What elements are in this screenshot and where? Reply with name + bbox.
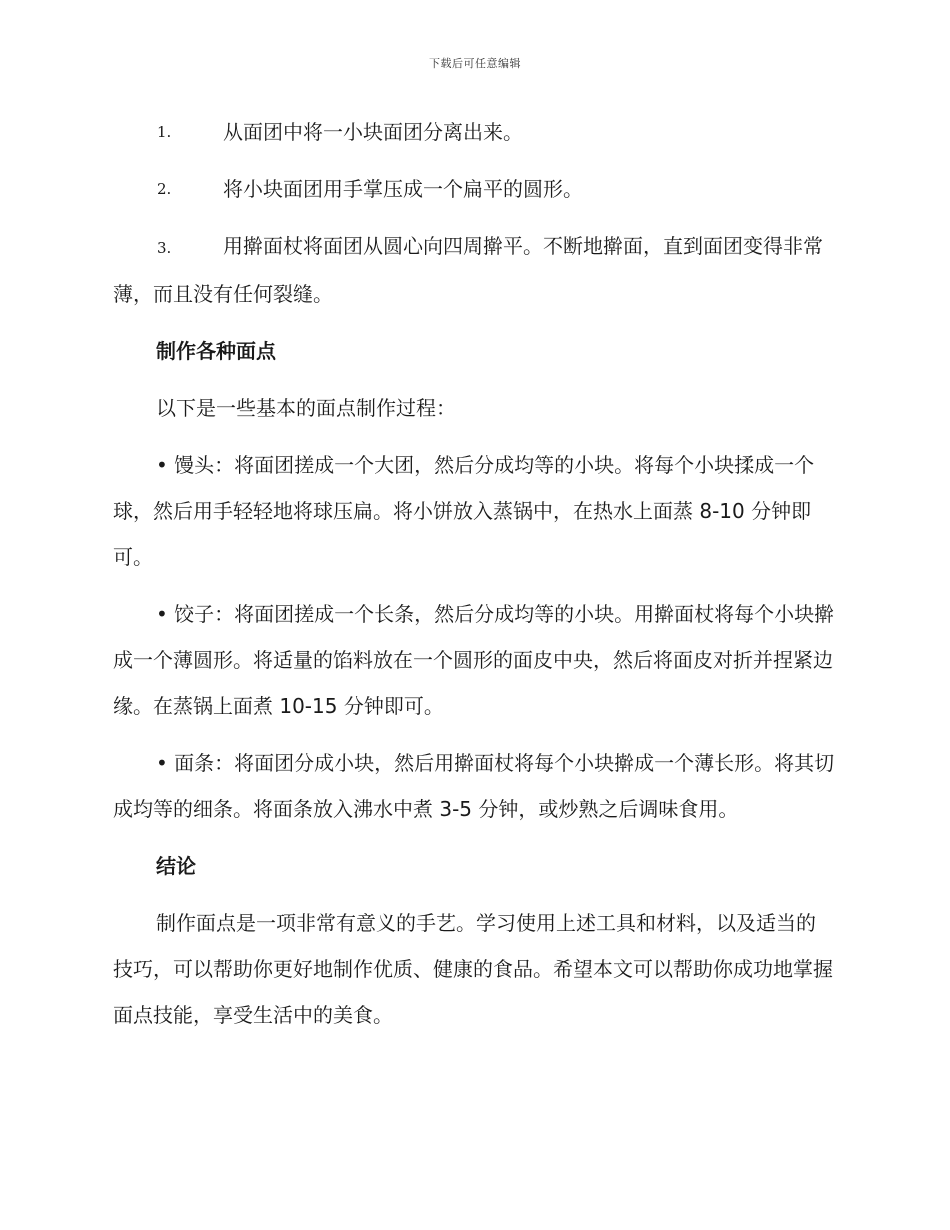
step-text: 从面团中将一小块面团分离出来。 <box>223 120 523 144</box>
header-note: 下载后可任意编辑 <box>429 57 521 70</box>
list-item-noodles: • 面条：将面团分成小块，然后用擀面杖将每个小块擀成一个薄长形。将其切成均等的细条。将面条放入沸水中煮 3-5 分钟，或炒熟之后调味食用。 <box>113 751 835 821</box>
section-heading-conclusion: 结论 <box>156 854 196 878</box>
step-number: 1. <box>157 123 172 141</box>
step-text: 将小块面团用手掌压成一个扁平的圆形。 <box>223 177 583 201</box>
list-item-mantou: • 馒头：将面团搓成一个大团，然后分成均等的小块。将每个小块揉成一个球，然后用手轻轻地将球压扁。将小饼放入蒸锅中，在热水上面蒸 8-10 分钟即可。 <box>113 453 815 569</box>
step-item-1 <box>113 109 835 155</box>
step-number: 2. <box>157 180 172 198</box>
conclusion-paragraph: 制作面点是一项非常有意义的手艺。学习使用上述工具和材料，以及适当的技巧，可以帮助你更好地制作优质、健康的食品。希望本文可以帮助你成功地掌握面点技能，享受生活中的美食。 <box>113 911 833 1027</box>
section-heading-making: 制作各种面点 <box>156 339 276 363</box>
document-body <box>113 109 835 1049</box>
step-text: 用擀面杖将面团从圆心向四周擀平。不断地擀面，直到面团变得非常薄，而且没有任何裂缝。 <box>113 234 823 306</box>
step-item-3 <box>113 223 835 317</box>
step-item-2 <box>113 166 835 212</box>
section-intro: 以下是一些基本的面点制作过程： <box>156 396 456 420</box>
step-number: 3. <box>157 239 172 257</box>
list-item-jiaozi: • 饺子：将面团搓成一个长条，然后分成均等的小块。用擀面杖将每个小块擀成一个薄圆形。将适量的馅料放在一个圆形的面皮中央，然后将面皮对折并捏紧边缘。在蒸锅上面煮 10-15 分钟即可。 <box>113 602 835 718</box>
